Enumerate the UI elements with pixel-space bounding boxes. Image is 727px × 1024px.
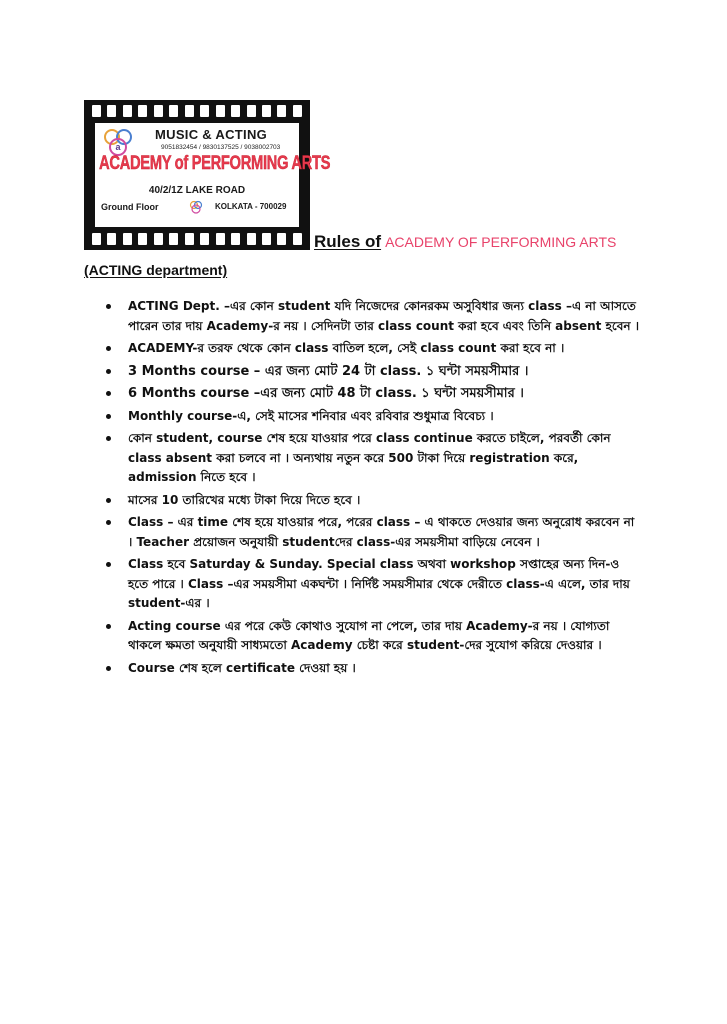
- rules-list: [100, 297, 640, 681]
- rule-text: মাসের 10 তারিখের মধ্যে টাকা দিয়ে দিতে হবে ।: [128, 492, 361, 507]
- list-item: [100, 659, 640, 679]
- logo-ground-floor: Ground Floor: [101, 202, 159, 212]
- bullet-icon: [106, 666, 111, 671]
- rule-text: Class – এর time শেষ হয়ে যাওয়ার পরে, পরের class – এ থাকতে দেওয়ার জন্য অনুরোধ করবেন না । Teacher প্রয়োজন অনুযায়ী studentদের class-এর সময়সীমা বাড়িয়ে নেবেন ।: [128, 515, 635, 549]
- bullet-icon: [106, 346, 111, 351]
- bullet-icon: [106, 369, 111, 374]
- list-item: [100, 339, 640, 359]
- bullet-icon: [106, 498, 111, 503]
- logo-phone-numbers: 9051832454 / 9830137525 / 9038002703: [161, 144, 281, 151]
- logo-address: 40/2/1Z LAKE ROAD: [148, 185, 246, 196]
- rule-text: 6 Months course –এর জন্য মোট 48 টা class. ১ ঘন্টা সময়সীমার ।: [128, 386, 524, 401]
- list-item: [100, 555, 640, 614]
- logo-academy-name: ACADEMY of PERFORMING ARTS: [99, 153, 331, 174]
- rule-text: ACTING Dept. –এর কোন student যদি নিজেদের কোনরকম অসুবিধার জন্য class –এ না আসতে পারেন তার দায় Academy-র নয় । সেদিনটা তার class count করা হবে এবং তিনি absent হবেন ।: [128, 299, 640, 333]
- logo-panel: [94, 122, 331, 228]
- academy-mini-emblem-icon: [189, 200, 203, 214]
- film-sprockets-bottom: [92, 233, 302, 245]
- logo-title: MUSIC & ACTING: [155, 127, 268, 142]
- list-item: [100, 617, 640, 656]
- rule-text: কোন student, course শেষ হয়ে যাওয়ার পরে class continue করতে চাইলে, পরবর্তী কোন class absent করা চলবে না । অন্যথায় নতুন করে 500 টাকা দিয়ে registration করে, admission নিতে হবে ।: [128, 431, 611, 484]
- list-item: [100, 362, 640, 382]
- logo-city: KOLKATA - 700029: [215, 202, 287, 211]
- bullet-icon: [106, 304, 111, 309]
- bullet-icon: [106, 391, 111, 396]
- department-label: (ACTING department): [84, 262, 228, 278]
- rule-text: Course শেষ হলে certificate দেওয়া হয় ।: [128, 660, 356, 675]
- rules-of-label: Rules of: [314, 232, 382, 251]
- bullet-icon: [106, 624, 111, 629]
- list-item: [100, 407, 640, 427]
- bullet-icon: [106, 562, 111, 567]
- academy-name-heading: ACADEMY OF PERFORMING ARTS: [385, 234, 617, 250]
- svg-text:a: a: [115, 142, 121, 152]
- bullet-icon: [106, 414, 111, 419]
- rule-text: Class হবে Saturday & Sunday. Special class অথবা workshop সপ্তাহের অন্য দিন-ও হতে পারে । Class –এর সময়সীমা একঘন্টা । নির্দিষ্ট সময়সীমার থেকে দেরীতে class-এ এলে, তার দায় student-এর ।: [128, 557, 630, 610]
- rule-text: Monthly course-এ, সেই মাসের শনিবার এবং রবিবার শুধুমাত্র বিবেচ্য ।: [128, 408, 494, 423]
- film-sprockets-top: [92, 105, 302, 117]
- list-item: [100, 429, 640, 488]
- rule-text: 3 Months course – এর জন্য মোট 24 টা class. ১ ঘন্টা সময়সীমার ।: [128, 363, 529, 379]
- rule-text: ACADEMY-র তরফ থেকে কোন class বাতিল হলে, সেই class count করা হবে না ।: [128, 341, 565, 355]
- list-item: [100, 491, 640, 511]
- academy-logo: [84, 100, 331, 250]
- rule-text: Acting course এর পরে কেউ কোথাও সুযোগ না পেলে, তার দায় Academy-র নয় । যোগ্যতা থাকলে ক্ষমতা অনুযায়ী সাধ্যমতো Academy চেষ্টা করে student-দের সুযোগ করিয়ে দেওয়ার ।: [128, 618, 610, 652]
- page-title: [314, 232, 616, 252]
- list-item: [100, 513, 640, 552]
- list-item: [100, 384, 640, 404]
- bullet-icon: [106, 520, 111, 525]
- list-item: [100, 297, 640, 336]
- bullet-icon: [106, 436, 111, 441]
